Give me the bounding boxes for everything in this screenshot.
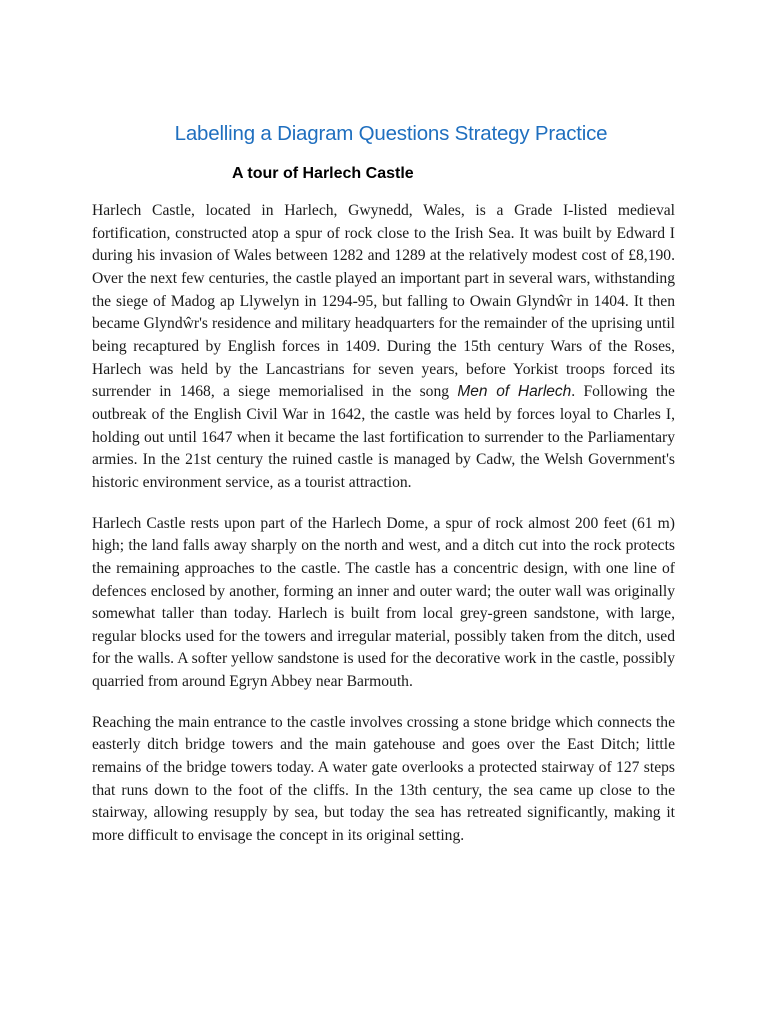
song-title: Men of Harlech bbox=[457, 383, 572, 401]
section-heading: A tour of Harlech Castle bbox=[232, 165, 414, 182]
page-title: Labelling a Diagram Questions Strategy Practice bbox=[174, 122, 608, 145]
paragraph-entrance: Reaching the main entrance to the castle involves crossing a stone bridge which connects the easterly ditch bridge towers and the main gatehouse and goes over the East Ditch; little remains of the bridge towers today. A water gate overlooks a protected stairway of 127 steps that runs down to the foot of the cliffs. In the 13th century, the sea came up close to the stairway, allowing resupply by sea, but today the sea has retreated significantly, making it more difficult to envisage the concept in its original setting. bbox=[92, 713, 675, 845]
article-body bbox=[92, 200, 675, 866]
paragraph-history-text-end: . Following the outbreak of the English Civil War in 1642, the castle was held by forces loyal to Charles I, holding out until 1647 when it became the last fortification to surrender to the Parliamentary armies. In the 21st century the ruined castle is managed by Cadw, the Welsh Government's historic environment service, as a tourist attraction. bbox=[92, 383, 675, 491]
paragraph-history bbox=[92, 200, 675, 495]
paragraph-history-text-start: Harlech Castle, located in Harlech, Gwynedd, Wales, is a Grade I-listed medieval fortification, constructed atop a spur of rock close to the Irish Sea. It was built by Edward I during his invasion of Wales between 1282 and 1289 at the relatively modest cost of £8,190. Over the next few centuries, the castle played an important part in several wars, withstanding the siege of Madog ap Llywelyn in 1294-95, but falling to Owain Glyndŵr in 1404. It then became Glyndŵr's residence and military headquarters for the remainder of the uprising until being recaptured by English forces in 1409. During the 15th century Wars of the Roses, Harlech was held by the Lancastrians for seven years, before Yorkist troops forced its surrender in 1468, a siege memorialised in the song bbox=[92, 202, 675, 401]
paragraph-construction: Harlech Castle rests upon part of the Harlech Dome, a spur of rock almost 200 feet (61 m) high; the land falls away sharply on the north and west, and a ditch cut into the rock protects the remaining approaches to the castle. The castle has a concentric design, with one line of defences enclosed by another, forming an inner and outer ward; the outer wall was originally somewhat taller than today. Harlech is built from local grey-green sandstone, with large, regular blocks used for the towers and irregular material, possibly taken from the ditch, used for the walls. A softer yellow sandstone is used for the decorative work in the castle, possibly quarried from around Egryn Abbey near Barmouth. bbox=[92, 514, 675, 691]
